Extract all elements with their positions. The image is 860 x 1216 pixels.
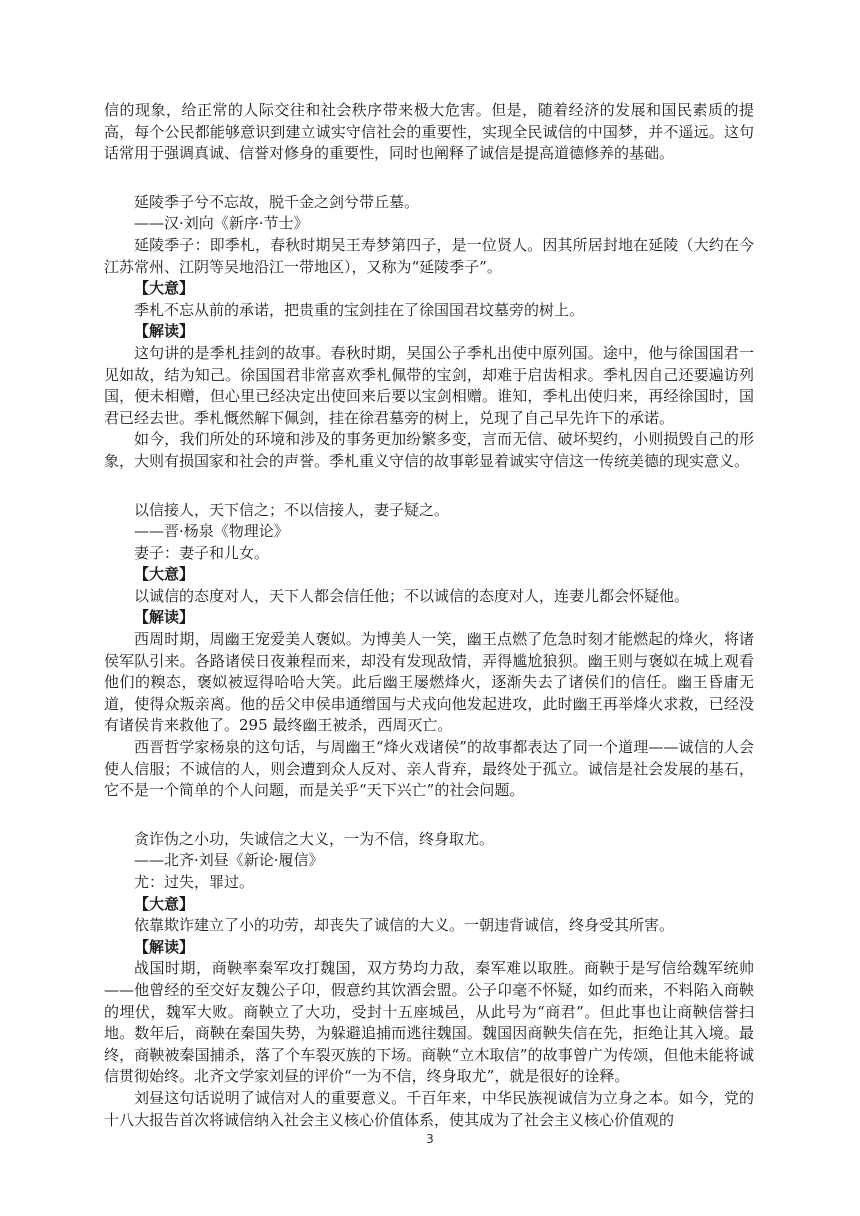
dayi-heading: 【大意】 (134, 894, 195, 913)
dayi-text: 季札不忘从前的承诺，把贵重的宝剑挂在了徐国国君坟墓旁的树上。 (134, 300, 585, 319)
quote-section-yangquan (104, 500, 754, 802)
quote-note: 尤：过失，罪过。 (134, 873, 255, 891)
quote-source: ——汉·刘向《新序·节士》 (134, 214, 309, 233)
jiedu-paragraph: 刘昼这句话说明了诚信对人的重要意义。千百年来，中华民族视诚信为立身之本。如今，党的十八大报告首次将诚信纳入社会主义核心价值体系，使其成为了社会主义核心价值观的 (104, 1088, 754, 1129)
quote-note: 妻子：妻子和儿女。 (134, 543, 270, 562)
dayi-text: 依靠欺诈建立了小的功劳，却丧失了诚信的大义。一朝违背诚信，终身受其所害。 (134, 916, 675, 935)
quote-text: 贪诈伪之小功，失诚信之大义，一为不信，终身取尤。 (134, 829, 495, 848)
jiedu-paragraph: 战国时期，商鞅率秦军攻打魏国，双方势均力敌，秦军难以取胜。商鞅于是写信给魏军统帅——他曾经的至交好友魏公子卬，假意约其饮酒会盟。公子卬毫不怀疑，如约而来，不料陷入商鞅的埋伏，魏军大败。商鞅立了大功，受封十五座城邑，从此号为“商君”。但此事也让商鞅信誉扫地。数年后，商鞅在秦国失势，为躲避追捕而逃往魏国。魏国因商鞅失信在先，拒绝让其入境。最终，商鞅被秦国捕杀，落了个车裂灭族的下场。商鞅“立木取信”的故事曾广为传颂，但他未能将诚信贯彻始终。北齐文学家刘昼的评价“一为不信，终身取尤”，就是很好的诠释。 (104, 959, 754, 1086)
dayi-text: 以诚信的态度对人，天下人都会信任他；不以诚信的态度对人，连妻儿都会怀疑他。 (134, 586, 690, 605)
quote-text: 以信接人，天下信之；不以信接人，妻子疑之。 (134, 500, 450, 519)
dayi-heading: 【大意】 (134, 565, 195, 584)
quote-section-jizha (104, 192, 754, 473)
section-spacer (104, 802, 754, 829)
quote-section-liuzhou (104, 829, 754, 1131)
jiedu-paragraph: 这句讲的是季札挂剑的故事。春秋时期，吴国公子季札出使中原列国。途中，他与徐国国君一见如故，结为知己。徐国国君非常喜欢季札佩带的宝剑，却难于启齿相求。季札因自己还要遍访列国，便未相赠，但心里已经决定出使回来后要以宝剑相赠。谁知，季札出使归来，再经徐国时，国君已经去世。季札慨然解下佩剑，挂在徐君墓旁的树上，兑现了自己早先许下的承诺。 (104, 343, 754, 427)
jiedu-paragraph: 西周时期，周幽王宠爱美人褒姒。为博美人一笑，幽王点燃了危急时刻才能燃起的烽火，将诸侯军队引来。各路诸侯日夜兼程而来，却没有发现敌情，弄得尴尬狼狈。幽王则与褒姒在城上观看他们的糗态，褒姒被逗得哈哈大笑。此后幽王屡燃烽火，逐渐失去了诸侯们的信任。幽王昏庸无道，使得众叛亲离。他的岳父申侯串通缯国与犬戎向他发起进攻，此时幽王再举烽火求救，已经没有诸侯肯来救他了。295 最终幽王被杀，西周灭亡。 (104, 630, 754, 735)
page-number: 3 (426, 1132, 434, 1146)
intro-paragraph: 信的现象，给正常的人际交往和社会秩序带来极大危害。但是，随着经济的发展和国民素质的提高，每个公民都能够意识到建立诚实守信社会的重要性，实现全民诚信的中国梦，并不遥远。这句话常用于强调真诚、信誉对修身的重要性，同时也阐释了诚信是提高道德修养的基础。 (104, 101, 754, 163)
dayi-heading: 【大意】 (134, 279, 195, 298)
quote-text: 延陵季子兮不忘故，脱千金之剑兮带丘墓。 (134, 192, 420, 211)
quote-source: ——晋·杨泉《物理论》 (134, 522, 289, 541)
jiedu-heading: 【解读】 (134, 608, 195, 627)
page-body (104, 100, 754, 1131)
jiedu-heading: 【解读】 (134, 322, 195, 341)
section-spacer (104, 165, 754, 192)
quote-note: 延陵季子：即季札，春秋时期吴王寿梦第四子，是一位贤人。因其所居封地在延陵（大约在今江苏常州、江阴等吴地沿江一带地区），又称为“延陵季子”。 (104, 235, 754, 276)
section-spacer (104, 473, 754, 500)
quote-source: ——北齐·刘昼《新论·履信》 (134, 851, 324, 870)
jiedu-paragraph: 西晋哲学家杨泉的这句话，与周幽王“烽火戏诸侯”的故事都表达了同一个道理——诚信的人会使人信服；不诚信的人，则会遭到众人反对、亲人背弃，最终处于孤立。诚信是社会发展的基石，它不是一个简单的个人问题，而是关乎“天下兴亡”的社会问题。 (104, 738, 754, 800)
jiedu-paragraph: 如今，我们所处的环境和涉及的事务更加纷繁多变，言而无信、破坏契约，小则损毁自己的形象，大则有损国家和社会的声誉。季札重义守信的故事彰显着诚实守信这一传统美德的现实意义。 (104, 430, 754, 470)
jiedu-heading: 【解读】 (134, 937, 195, 956)
